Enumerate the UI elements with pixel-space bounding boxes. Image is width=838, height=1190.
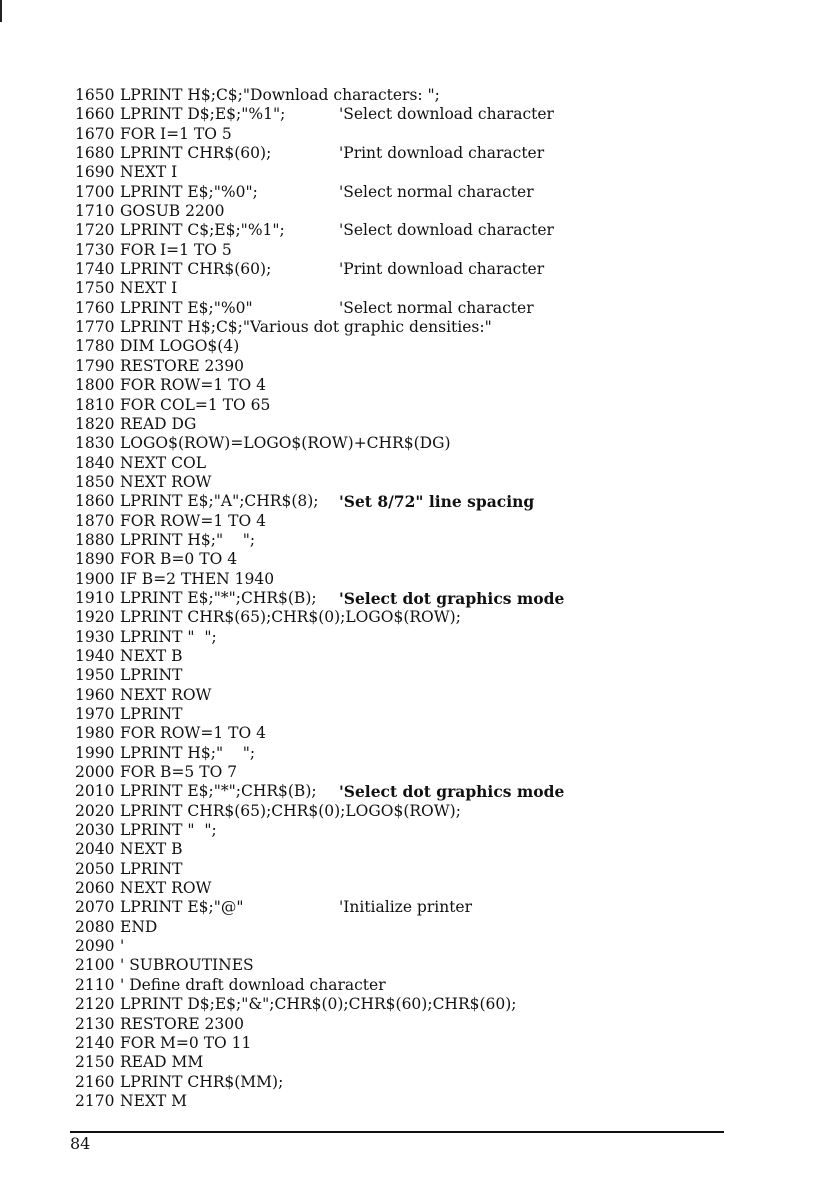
code-statement: LPRINT E$;"@" — [120, 898, 244, 917]
line-number: 1860 — [75, 492, 115, 511]
code-statement: FOR B=5 TO 7 — [120, 763, 238, 782]
line-number: 1840 — [75, 453, 115, 472]
code-statement: READ DG — [120, 414, 197, 433]
line-number: 1930 — [75, 627, 115, 646]
code-line — [75, 125, 795, 144]
line-number: 2170 — [75, 1091, 115, 1110]
code-statement: LPRINT — [120, 705, 183, 723]
code-line — [75, 512, 795, 531]
footer-rule — [70, 1131, 724, 1133]
code-line — [75, 686, 795, 705]
code-line — [75, 260, 795, 279]
code-line — [75, 415, 795, 434]
code-line — [75, 86, 795, 105]
line-number: 2010 — [75, 782, 115, 801]
code-line — [75, 589, 795, 608]
line-number: 2150 — [75, 1053, 115, 1072]
code-statement: LPRINT C$;E$;"%1"; — [120, 221, 285, 240]
line-number: 1980 — [75, 724, 115, 743]
line-number: 1870 — [75, 511, 115, 530]
code-statement: LPRINT CHR$(MM); — [120, 1072, 284, 1091]
basic-program-listing — [75, 86, 795, 1111]
line-number: 1700 — [75, 182, 115, 201]
code-statement: NEXT ROW — [120, 685, 212, 704]
code-line — [75, 1053, 795, 1072]
line-number: 1720 — [75, 221, 115, 240]
code-line — [75, 666, 795, 685]
line-number: 1950 — [75, 666, 115, 685]
line-number: 1730 — [75, 240, 115, 259]
line-number: 2140 — [75, 1033, 115, 1052]
line-number: 2050 — [75, 859, 115, 878]
line-number: 1770 — [75, 318, 115, 337]
code-line — [75, 376, 795, 395]
code-statement: LPRINT D$;E$;"&";CHR$(0);CHR$(60);CHR$(60); — [120, 995, 517, 1014]
code-line — [75, 183, 795, 202]
code-statement: IF B=2 THEN 1940 — [120, 569, 275, 588]
line-number: 2040 — [75, 840, 115, 859]
code-statement: FOR I=1 TO 5 — [120, 240, 232, 259]
code-statement: LPRINT — [120, 666, 183, 685]
line-number: 1800 — [75, 376, 115, 395]
code-line — [75, 898, 795, 917]
code-line — [75, 628, 795, 647]
code-statement: FOR ROW=1 TO 4 — [120, 724, 266, 743]
code-statement: ' SUBROUTINES — [120, 956, 254, 975]
code-line — [75, 821, 795, 840]
code-comment: 'Initialize printer — [339, 898, 473, 917]
code-statement: NEXT B — [120, 646, 183, 665]
line-number: 1710 — [75, 202, 115, 221]
code-statement: FOR COL=1 TO 65 — [120, 395, 271, 414]
code-statement: LPRINT H$;C$;"Download characters: "; — [120, 86, 440, 104]
code-statement: LPRINT CHR$(60); — [120, 260, 272, 279]
line-number: 1970 — [75, 705, 115, 723]
code-statement: FOR ROW=1 TO 4 — [120, 376, 266, 395]
code-statement: LPRINT CHR$(65);CHR$(0);LOGO$(ROW); — [120, 801, 461, 820]
code-line — [75, 744, 795, 763]
line-number: 2060 — [75, 879, 115, 898]
line-number: 2090 — [75, 937, 115, 956]
code-line — [75, 705, 795, 724]
code-line — [75, 337, 795, 356]
line-number: 1850 — [75, 472, 115, 491]
line-number: 1960 — [75, 685, 115, 704]
code-statement: LPRINT E$;"A";CHR$(8); — [120, 492, 319, 511]
code-line — [75, 318, 795, 337]
line-number: 2110 — [75, 975, 115, 994]
code-line — [75, 840, 795, 859]
code-comment: 'Set 8/72" line spacing — [339, 492, 535, 512]
line-number: 1790 — [75, 356, 115, 375]
code-line — [75, 570, 795, 589]
line-number: 2120 — [75, 995, 115, 1014]
page-edge-mark — [0, 0, 2, 22]
code-line — [75, 163, 795, 182]
code-line — [75, 279, 795, 298]
line-number: 1810 — [75, 395, 115, 414]
code-line — [75, 608, 795, 627]
code-line — [75, 1073, 795, 1092]
code-line — [75, 1092, 795, 1111]
code-line — [75, 724, 795, 743]
code-line — [75, 241, 795, 260]
code-line — [75, 550, 795, 569]
line-number: 1680 — [75, 144, 115, 163]
page-number: 84 — [70, 1134, 91, 1153]
code-statement: LPRINT D$;E$;"%1"; — [120, 105, 286, 124]
code-statement: NEXT B — [120, 840, 183, 859]
code-line — [75, 937, 795, 956]
code-comment: 'Print download character — [339, 144, 545, 163]
code-line — [75, 144, 795, 163]
code-line — [75, 860, 795, 879]
code-line — [75, 105, 795, 124]
code-line — [75, 473, 795, 492]
line-number: 1740 — [75, 260, 115, 279]
code-line — [75, 396, 795, 415]
line-number: 1750 — [75, 279, 115, 298]
line-number: 2130 — [75, 1014, 115, 1033]
line-number: 1910 — [75, 588, 115, 607]
line-number: 1990 — [75, 743, 115, 762]
code-statement: LPRINT CHR$(60); — [120, 144, 272, 163]
code-statement: LOGO$(ROW)=LOGO$(ROW)+CHR$(DG) — [120, 434, 451, 453]
code-statement: LPRINT E$;"%0"; — [120, 182, 258, 201]
line-number: 1920 — [75, 608, 115, 627]
code-statement: READ MM — [120, 1053, 204, 1072]
code-statement: LPRINT H$;" "; — [120, 743, 256, 762]
code-statement: NEXT I — [120, 163, 178, 182]
line-number: 1690 — [75, 163, 115, 182]
code-comment: 'Select download character — [339, 105, 554, 124]
code-statement: NEXT I — [120, 279, 178, 298]
code-line — [75, 531, 795, 550]
code-line — [75, 918, 795, 937]
code-statement: LPRINT H$;" "; — [120, 530, 256, 549]
code-statement: LPRINT E$;"*";CHR$(B); — [120, 782, 317, 801]
code-line — [75, 647, 795, 666]
line-number: 2020 — [75, 801, 115, 820]
code-statement: ' Define draft download character — [120, 975, 386, 994]
code-statement: LPRINT E$;"*";CHR$(B); — [120, 588, 317, 607]
line-number: 1650 — [75, 86, 115, 104]
code-line — [75, 956, 795, 975]
code-line — [75, 1015, 795, 1034]
code-comment: 'Select download character — [339, 221, 554, 240]
code-statement: RESTORE 2300 — [120, 1014, 245, 1033]
line-number: 2030 — [75, 821, 115, 840]
line-number: 1760 — [75, 298, 115, 317]
code-statement: NEXT ROW — [120, 879, 212, 898]
code-statement: LPRINT " "; — [120, 821, 217, 840]
code-line — [75, 879, 795, 898]
line-number: 1880 — [75, 530, 115, 549]
code-line — [75, 995, 795, 1014]
code-line — [75, 782, 795, 801]
code-comment: 'Select dot graphics mode — [339, 588, 565, 608]
line-number: 2100 — [75, 956, 115, 975]
line-number: 1670 — [75, 124, 115, 143]
code-line — [75, 434, 795, 453]
code-statement: NEXT M — [120, 1091, 188, 1110]
code-line — [75, 299, 795, 318]
code-statement: FOR ROW=1 TO 4 — [120, 511, 266, 530]
code-statement: DIM LOGO$(4) — [120, 337, 240, 356]
code-line — [75, 454, 795, 473]
line-number: 1940 — [75, 646, 115, 665]
line-number: 2160 — [75, 1072, 115, 1091]
code-statement: GOSUB 2200 — [120, 202, 225, 221]
code-statement: RESTORE 2390 — [120, 356, 245, 375]
code-line — [75, 763, 795, 782]
line-number: 1900 — [75, 569, 115, 588]
code-statement: LPRINT " "; — [120, 627, 217, 646]
code-statement: NEXT ROW — [120, 472, 212, 491]
code-statement: END — [120, 917, 158, 936]
code-statement: FOR B=0 TO 4 — [120, 550, 238, 569]
code-statement: NEXT COL — [120, 453, 207, 472]
line-number: 2000 — [75, 763, 115, 782]
code-line — [75, 221, 795, 240]
code-statement: FOR I=1 TO 5 — [120, 124, 232, 143]
line-number: 1890 — [75, 550, 115, 569]
code-line — [75, 1034, 795, 1053]
code-line — [75, 492, 795, 511]
line-number: 1830 — [75, 434, 115, 453]
code-statement: ' — [120, 937, 125, 956]
code-statement: LPRINT E$;"%0" — [120, 298, 253, 317]
line-number: 2070 — [75, 898, 115, 917]
code-line — [75, 976, 795, 995]
line-number: 2080 — [75, 917, 115, 936]
line-number: 1780 — [75, 337, 115, 356]
code-comment: 'Select dot graphics mode — [339, 782, 565, 802]
line-number: 1820 — [75, 414, 115, 433]
code-line — [75, 202, 795, 221]
code-comment: 'Select normal character — [339, 182, 534, 201]
code-statement: LPRINT — [120, 859, 183, 878]
code-line — [75, 802, 795, 821]
code-statement: LPRINT H$;C$;"Various dot graphic densities:" — [120, 318, 492, 337]
code-statement: LPRINT CHR$(65);CHR$(0);LOGO$(ROW); — [120, 608, 461, 627]
code-comment: 'Print download character — [339, 260, 545, 279]
code-line — [75, 357, 795, 376]
code-comment: 'Select normal character — [339, 298, 534, 317]
line-number: 1660 — [75, 105, 115, 124]
code-statement: FOR M=0 TO 11 — [120, 1033, 252, 1052]
